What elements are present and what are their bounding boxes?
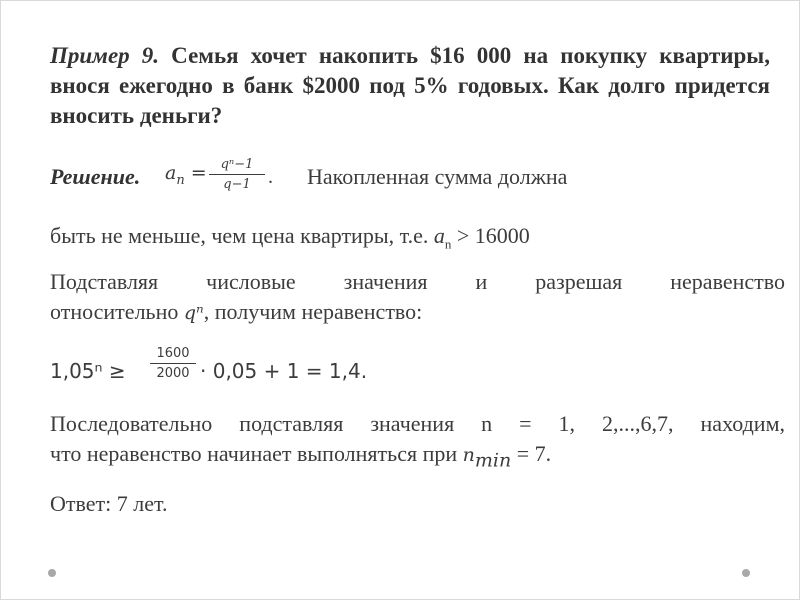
inequality-denominator: 2000 (156, 366, 190, 381)
corner-dot-right (742, 569, 750, 577)
inequality-right: · 0,05 + 1 = 1,4. (200, 359, 368, 383)
substitution-paragraph: Подставляя числовые значения и разрешая неравенство относительно qⁿ, получим неравенство: (50, 269, 785, 324)
answer: Ответ: 7 лет. (50, 491, 168, 516)
formula-period: . (268, 166, 273, 188)
formula-lhs: $a_n$ = (165, 162, 207, 188)
inequality-numerator: 1600 (156, 346, 190, 361)
condition-line: быть не меньше, чем цена квартиры, т.е. $a_n > 16000$ (50, 223, 530, 252)
formula-fraction (209, 157, 265, 192)
formula-numerator: qⁿ−1 (220, 157, 254, 172)
var-n-min: n (462, 444, 475, 466)
sequence-paragraph: Последовательно подставляя значения n = 1, 2,...,6,7, находим, что неравенство начинает выполняться при $n_{min} = 7$. (50, 411, 785, 472)
var-q-n: qⁿ (183, 302, 204, 324)
fraction-bar (209, 174, 265, 175)
inequality-fraction (150, 346, 196, 381)
problem-text: Семья хочет накопить $16 000 на покупку квартиры, внося ежегодно в банк $2000 под 5% годовых. Как долго придется вносить деньги? (50, 43, 770, 128)
problem-lead: Пример 9. (50, 43, 160, 68)
fraction-bar (150, 363, 196, 364)
solution-label: Решение. (50, 164, 141, 189)
problem-statement (50, 41, 770, 131)
accumulated-sum-text: Накопленная сумма должна (307, 164, 568, 189)
inequality-left: 1,05ⁿ ≥ (50, 359, 126, 383)
var-a: a (433, 223, 445, 248)
formula-denominator: q−1 (223, 177, 251, 192)
corner-dot-left (48, 569, 56, 577)
